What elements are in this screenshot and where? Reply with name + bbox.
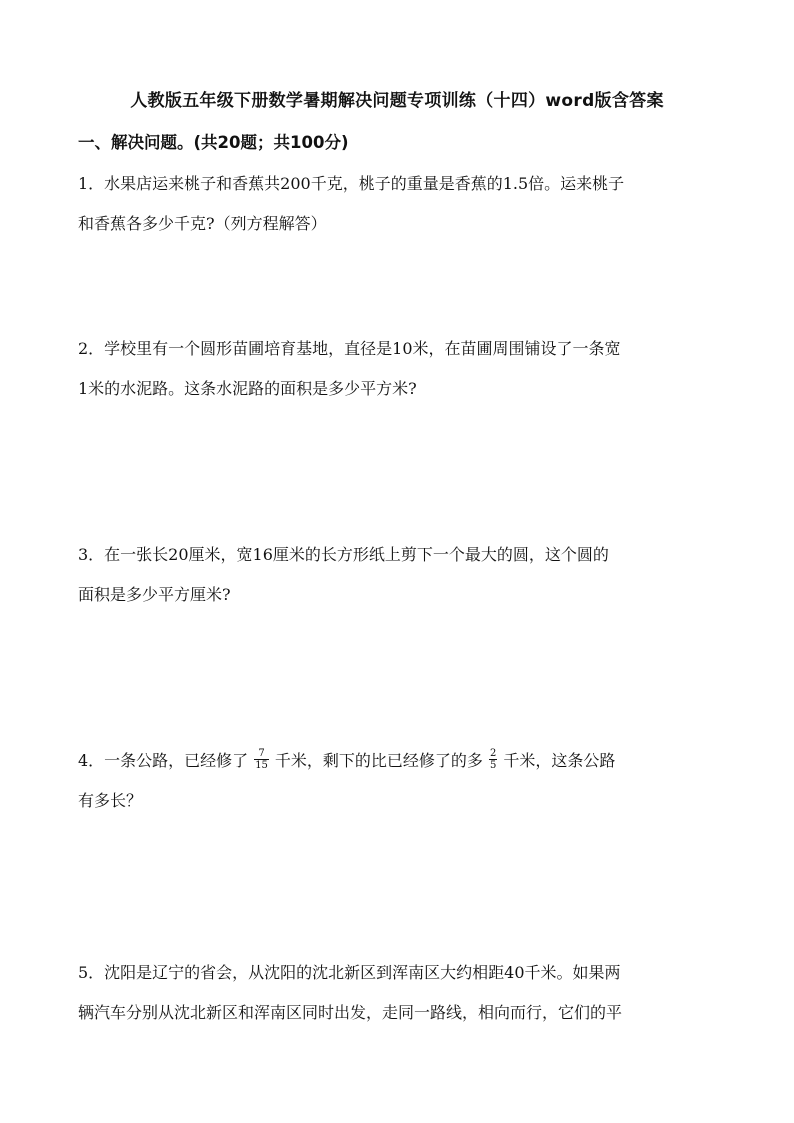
question-3 — [78, 535, 718, 615]
fraction-seven-fifteenths — [254, 748, 269, 771]
fraction-2-numerator: 2 — [489, 748, 497, 759]
question-1-line-1: 1．水果店运来桃子和香蕉共200千克，桃子的重量是香蕉的1.5倍。运来桃子 — [78, 174, 625, 193]
question-5-line-1: 5．沈阳是辽宁的省会，从沈阳的沈北新区到浑南区大约相距40千米。如果两 — [78, 963, 621, 982]
question-1-line-2: 和香蕉各多少千克?（列方程解答） — [78, 214, 327, 233]
question-4-text-a: 4．一条公路，已经修了 — [78, 751, 249, 770]
question-2 — [78, 329, 718, 409]
document-title: 人教版五年级下册数学暑期解决问题专项训练（十四）word版含答案 — [130, 91, 664, 111]
question-2-line-2: 1米的水泥路。这条水泥路的面积是多少平方米? — [78, 379, 417, 398]
question-4-text-c: 千米，这条公路 — [503, 751, 616, 770]
question-4 — [78, 741, 718, 821]
section-heading: 一、解决问题。(共20题；共100分) — [78, 133, 349, 152]
question-4-text-b: 千米，剩下的比已经修了的多 — [274, 751, 483, 770]
question-2-line-1: 2．学校里有一个圆形苗圃培育基地，直径是10米，在苗圃周围铺设了一条宽 — [78, 339, 621, 358]
question-3-line-2: 面积是多少平方厘米? — [78, 585, 231, 604]
question-4-line-2: 有多长？ — [78, 791, 143, 810]
question-5-line-2: 辆汽车分别从沈北新区和浑南区同时出发，走同一路线，相向而行，它们的平 — [78, 1003, 623, 1022]
fraction-1-numerator: 7 — [254, 748, 269, 760]
question-3-line-1: 3．在一张长20厘米，宽16厘米的长方形纸上剪下一个最大的圆，这个圆的 — [78, 545, 609, 564]
question-1 — [78, 164, 718, 244]
fraction-2-denominator: 5 — [489, 760, 497, 771]
question-4-line-1 — [78, 741, 718, 781]
fraction-two-fifths — [489, 748, 497, 771]
question-5 — [78, 953, 718, 1033]
fraction-1-denominator: 15 — [255, 760, 268, 771]
